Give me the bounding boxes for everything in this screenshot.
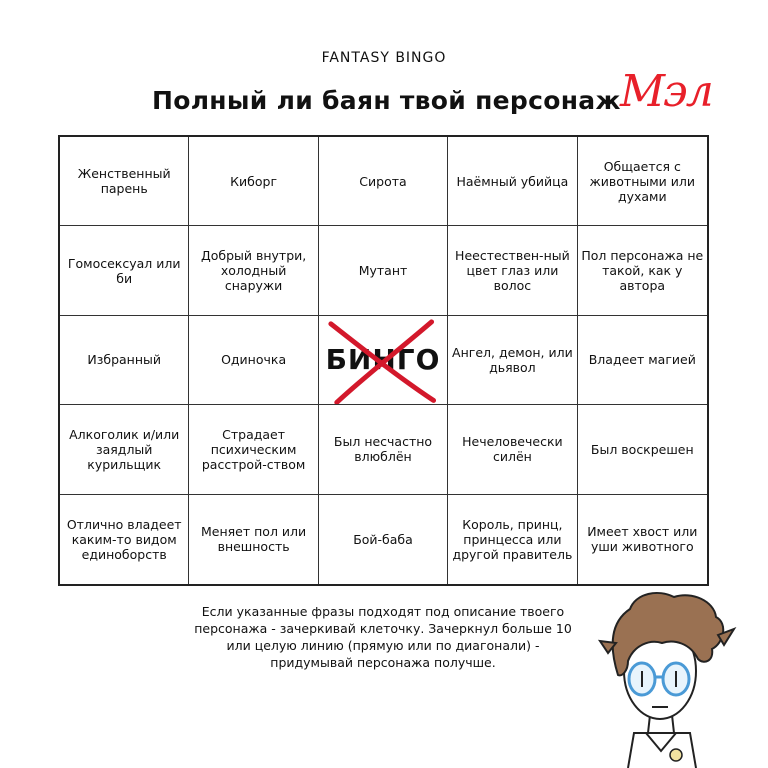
bingo-cell-text: Ангел, демон, или дьявол [452,344,573,375]
bingo-cell[interactable] [319,226,448,315]
bingo-cell-text: Алкоголик и/или заядлый курильщик [69,426,180,472]
bingo-cell-text: Владеет магией [588,352,696,368]
bingo-cell-text: Гомосексуал или би [67,255,181,286]
bingo-cell-text: Король, принц, принцесса или другой правитель [452,516,573,562]
bingo-cell-text: Имеет хвост или уши животного [587,524,698,555]
bingo-cell-text: Неестествен-ный цвет глаз или волос [455,248,570,294]
bingo-cell-text: Был воскрешен [590,441,694,457]
bingo-cell[interactable] [189,405,318,494]
bingo-cell[interactable] [448,495,577,584]
bingo-cell[interactable] [319,405,448,494]
bingo-cell[interactable] [578,137,707,226]
bingo-cell-text: Был несчастно влюблён [333,434,433,465]
bingo-cell[interactable] [578,405,707,494]
bingo-cell-text: Бой-баба [353,531,413,547]
bingo-cell[interactable] [578,316,707,405]
bingo-cell-text: Добрый внутри, холодный снаружи [200,248,307,294]
bingo-cell-text: Страдает психическим расстрой-ством [201,426,306,472]
bingo-cell-text: Избранный [87,352,162,368]
bingo-center-text: БИНГО [325,343,441,377]
bingo-cell-text: Женственный парень [77,166,171,197]
bingo-free-cell[interactable] [319,316,448,405]
bingo-cell-text: Сирота [359,173,407,189]
bingo-cell[interactable] [319,495,448,584]
bingo-grid [58,135,709,586]
bingo-cell[interactable] [448,316,577,405]
bingo-cell-text: Общается с животными или духами [589,158,696,204]
bingo-cell-text: Наёмный убийца [456,173,569,189]
bingo-cell-text: Меняет пол или внешность [201,524,307,555]
bingo-cell[interactable] [60,137,189,226]
bingo-cell[interactable] [189,316,318,405]
bingo-cell[interactable] [448,405,577,494]
bingo-cell[interactable] [578,226,707,315]
bingo-cell[interactable] [60,226,189,315]
bingo-kicker: FANTASY BINGO [321,50,447,66]
page-title: Полный ли баян твой персонаж [152,86,621,115]
bingo-cell-text: Нечеловечески силён [462,434,563,465]
bingo-cell[interactable] [60,405,189,494]
bingo-cell[interactable] [189,226,318,315]
instructions-text: Если указанные фразы подходят под описание твоего персонажа - зачеркивай клеточку. Зачеркнул больше 10 или целую линию (прямую или по диагонали) - придумывай персонажа получше. [194,604,572,670]
author-signature: Мэл [620,66,712,117]
bingo-cell[interactable] [189,495,318,584]
bingo-cell[interactable] [448,226,577,315]
bingo-cell[interactable] [448,137,577,226]
character-illustration [578,583,748,768]
bingo-cell[interactable] [189,137,318,226]
bingo-cell[interactable] [60,495,189,584]
bingo-cell-text: Мутант [358,263,408,279]
cross-mark-icon [319,316,447,404]
bingo-cell[interactable] [578,495,707,584]
bingo-cell-text: Киборг [230,173,278,189]
bingo-cell-text: Одиночка [221,352,287,368]
bingo-cell[interactable] [319,137,448,226]
bingo-cell-text: Отлично владеет каким-то видом единоборств [66,516,182,562]
bingo-cell-text: Пол персонажа не такой, как у автора [581,248,704,294]
bingo-cell[interactable] [60,316,189,405]
